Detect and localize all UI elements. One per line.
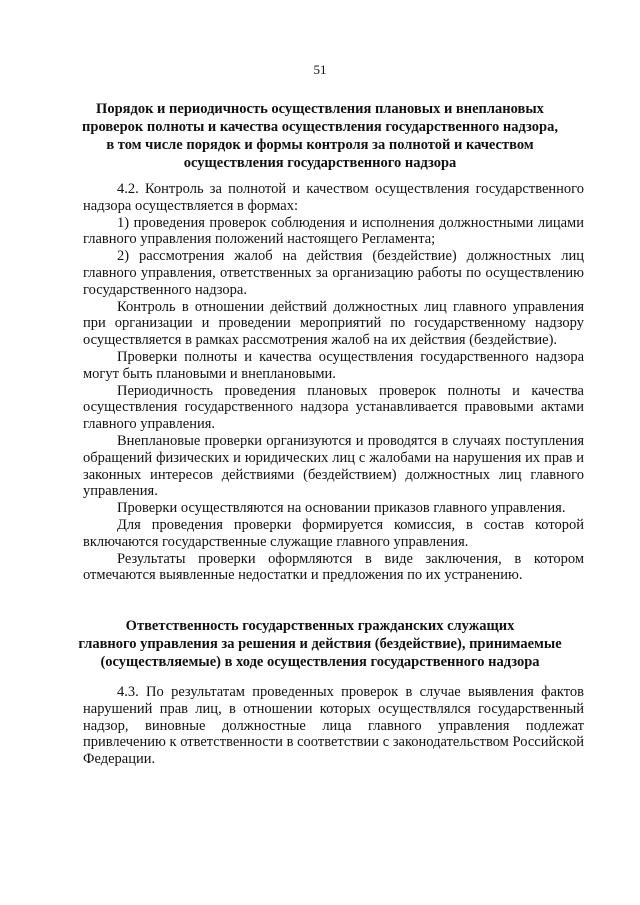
heading-line: в том числе порядок и формы контроля за полнотой и качеством <box>106 137 534 153</box>
section-body-responsibility <box>83 684 584 768</box>
heading-line: Ответственность государственных гражданских служащих <box>125 618 515 634</box>
heading-line: осуществления государственного надзора <box>183 155 457 171</box>
paragraph: Периодичность проведения плановых проверок полноты и качества осуществления государственного надзора устанавливается правовыми актами главного управления. <box>83 382 584 433</box>
heading-line: главного управления за решения и действия (бездействие), принимаемые <box>78 636 562 652</box>
page-number: 51 <box>313 62 327 77</box>
paragraph: Внеплановые проверки организуются и проводятся в случаях поступления обращений физических и юридических лиц с жалобами на нарушения их прав и законных интересов действиями (бездействием) должностных лиц главного управления. <box>83 432 584 500</box>
list-item: 1) проведения проверок соблюдения и исполнения должностными лицами главного управления положений настоящего Регламента; <box>83 214 584 248</box>
paragraph: 4.3. По результатам проведенных проверок в случае выявления фактов нарушений прав лиц, в отношении которых осуществлялся государственный надзор, виновные должностные лица главного управления подлежат привлечению к ответственности в соответствии с законодательством Российской Федерации. <box>83 684 584 768</box>
paragraph: Для проведения проверки формируется комиссия, в состав которой включаются государственные служащие главного управления. <box>83 516 584 550</box>
heading-line: Порядок и периодичность осуществления плановых и внеплановых <box>96 101 544 117</box>
paragraph: Контроль в отношении действий должностных лиц главного управления при организации и проведении мероприятий по государственному надзору осуществляется в рамках рассмотрения жалоб на их действия (бездействие). <box>83 298 584 349</box>
paragraph: Проверки полноты и качества осуществления государственного надзора могут быть плановыми и внеплановыми. <box>83 348 584 382</box>
heading-line: (осуществляемые) в ходе осуществления государственного надзора <box>100 654 540 670</box>
heading-line: проверок полноты и качества осуществления государственного надзора, <box>82 119 558 135</box>
paragraph: Результаты проверки оформляются в виде заключения, в котором отмечаются выявленные недостатки и предложения по их устранению. <box>83 550 584 584</box>
paragraph: Проверки осуществляются на основании приказов главного управления. <box>117 500 566 517</box>
section-heading-responsibility <box>70 617 570 671</box>
list-item: 2) рассмотрения жалоб на действия (бездействие) должностных лиц главного управления, ответственных за организацию работы по осуществлению государственного надзора. <box>83 248 584 298</box>
section-heading-control <box>70 100 570 172</box>
paragraph: 4.2. Контроль за полнотой и качеством осуществления государственного надзора осуществляется в формах: <box>83 181 584 214</box>
section-body-control <box>83 181 584 584</box>
